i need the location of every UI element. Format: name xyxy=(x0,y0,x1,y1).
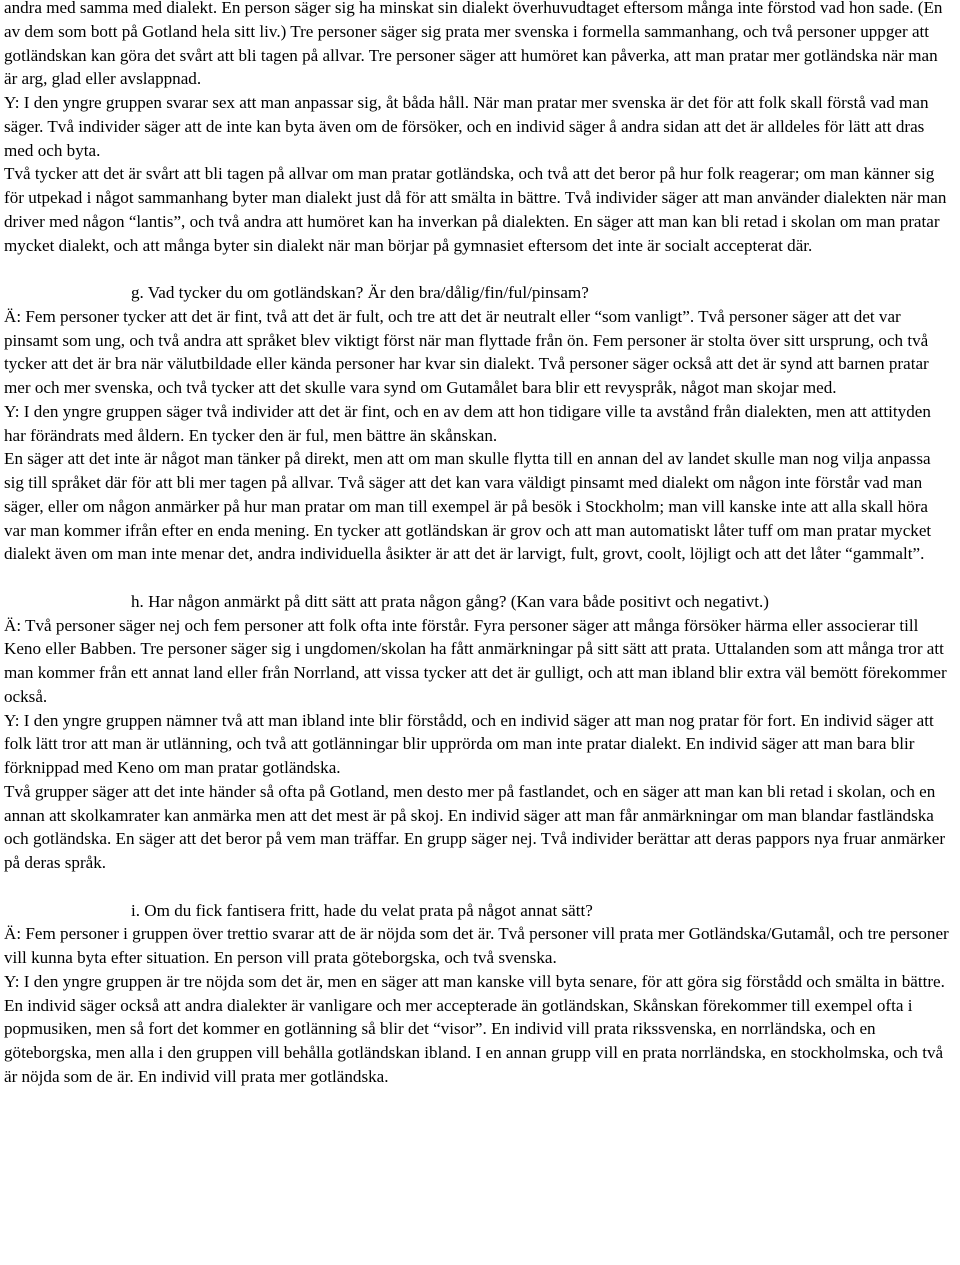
answer-i-younger: Y: I den yngre gruppen är tre nöjda som det är, men en säger att man kanske vill byta senare, för att göra sig förstådd och smälta in bättre. En individ säger också att andra dialekter är vanligare och mer accepterade än gotländskan, Skånskan förekommer till exempel ofta i popmusiken, men så fort det kommer en gotlänning så blir det “visor”. En individ vill prata rikssvenska, en norrländska, och en göteborgska, men alla i den gruppen vill behålla gotländskan ibland. I en annan grupp vill en prata norrländska, en stockholmska, och två är nöjda som de är. En individ vill prata mer gotländska. xyxy=(4,971,945,1086)
answer-i-older: Ä: Fem personer i gruppen över trettio svarar att de är nöjda som det är. Två personer vill prata mer Gotländska/Gutamål, och tre personer vill kunna byta efter situation. En person vill prata göteborgska, och två svenska. xyxy=(4,924,949,967)
paragraph-3: Två tycker att det är svårt att bli tagen på allvar om man pratar gotländska, och två att det beror på hur folk reagerar; om man känner sig för utpekad i något sammanhang byter man dialekt just då för att smälta in bättre. Två individer säger att man använder dialekten när man driver med någon “lantis”, och två andra att humöret kan ha inverkan på dialekten. En säger att man kan bli retad i skolan om man pratar mycket dialekt, och att många byter sin dialekt när man börjar på gymnasiet eftersom det inte är socialt accepterat där. xyxy=(4,164,947,255)
question-i: i. Om du fick fantisera fritt, hade du velat prata på något annat sätt? xyxy=(131,900,593,920)
blank-line xyxy=(4,566,954,590)
question-h: h. Har någon anmärkt på ditt sätt att prata någon gång? (Kan vara både positivt och negativt.) xyxy=(131,591,769,611)
section-g xyxy=(4,281,954,566)
section-i xyxy=(4,899,954,1089)
answer-g-younger: Y: I den yngre gruppen säger två individer att det är fint, och en av dem att hon tidigare ville ta avstånd från dialekten, men att attityden har förändrats med åldern. En tycker den är ful, men bättre än skånskan. xyxy=(4,401,931,445)
answer-g-more: En säger att det inte är något man tänker på direkt, men att om man skulle flytta till en annan del av landet skulle man nog vilja anpassa sig till språket där för att bli mer tagen på allvar. Två säger att det kan vara väldigt pinsamt med dialekt om någon inte förstår vad man säger, eller om någon anmärker på hur man pratar om man till exempel är på besök i Stockholm; man vill kanske inte att alla skall höra var man kommer ifrån efter en enda mening. En tycker att gotländskan är grov och att man automatiskt låter tuff om man pratar mycket dialekt även om man inte menar det, andra individuella åsikter är att det är larvigt, fult, grovt, coolt, löjligt och att det låter “gammalt”. xyxy=(4,449,932,564)
paragraph-1: andra med samma med dialekt. En person säger sig ha minskat sin dialekt överhuvudtaget eftersom många inte förstod vad hon sade. (En av dem som bott på Gotland hela sitt liv.) Tre personer säger sig prata mer svenska i formella sammanhang, och två personer uppger att gotländskan kan göra det svårt att bli tagen på allvar. Tre personer säger att humöret kan påverka, att man pratar mer gotländska när man är arg, glad eller avslappnad. xyxy=(4,0,943,89)
blank-line xyxy=(4,257,954,281)
paragraph-2: Y: I den yngre gruppen svarar sex att man anpassar sig, åt båda håll. När man pratar mer svenska är det för att folk skall förstå vad man säger. Två individer säger att de inte kan byta även om de försöker, och en individ säger å andra sidan att det är alldeles för lätt att dras med och byta. xyxy=(4,93,929,160)
answer-g-older: Ä: Fem personer tycker att det är fint, två att det är fult, och tre att det är neutralt eller “som vanligt”. Två personer säger att det var pinsamt som ung, och två andra att språket blev viktigt först när man flyttade från ön. Fem personer är stolta över sitt ursprung, och två tycker att det är bra när välutbildade eller kända personer har kvar sin dialekt. Två personer säger också att det är synd att barnen pratar mer och mer svenska, och två tycker att det skulle vara synd om Gutamålet bara blir ett revyspråk, något man skojar med. xyxy=(4,306,929,397)
document-page xyxy=(4,0,954,1089)
answer-h-more: Två grupper säger att det inte händer så ofta på Gotland, men desto mer på fastlandet, och en säger att man kan bli retad i skolan, och en annan att skolkamrater kan anmärka men att det mest är på skoj. En individ säger att man får anmärkningar om man blandar fastländska och gotländska. En säger att det beror på vem man träffar. En grupp säger nej. Två individer berättar att deras pappors nya fruar anmärker på deras språk. xyxy=(4,781,946,872)
answer-h-older: Ä: Två personer säger nej och fem personer att folk ofta inte förstår. Fyra personer säger att många försöker härma eller associerar till Keno eller Babben. Tre personer säger sig i ungdomen/skolan ha fått anmärkningar på sitt sätt att prata. Uttalanden som att många tror att man kommer från ett annat land eller från Norrland, att vissa tycker att det är gulligt, och att man ibland blir extra väl bemött förekommer också. xyxy=(4,615,947,706)
question-g: g. Vad tycker du om gotländskan? Är den bra/dålig/fin/ful/pinsam? xyxy=(131,283,589,302)
blank-line xyxy=(4,875,954,899)
section-h xyxy=(4,590,954,875)
answer-h-younger: Y: I den yngre gruppen nämner två att man ibland inte blir förstådd, och en individ säger att man nog pratar för fort. En individ säger att folk lätt tror att man är utlänning, och två att gotlänningar blir upprörda om man inte pratar dialekt. En individ säger att man bara blir förknippad med Keno om man pratar gotländska. xyxy=(4,710,934,777)
